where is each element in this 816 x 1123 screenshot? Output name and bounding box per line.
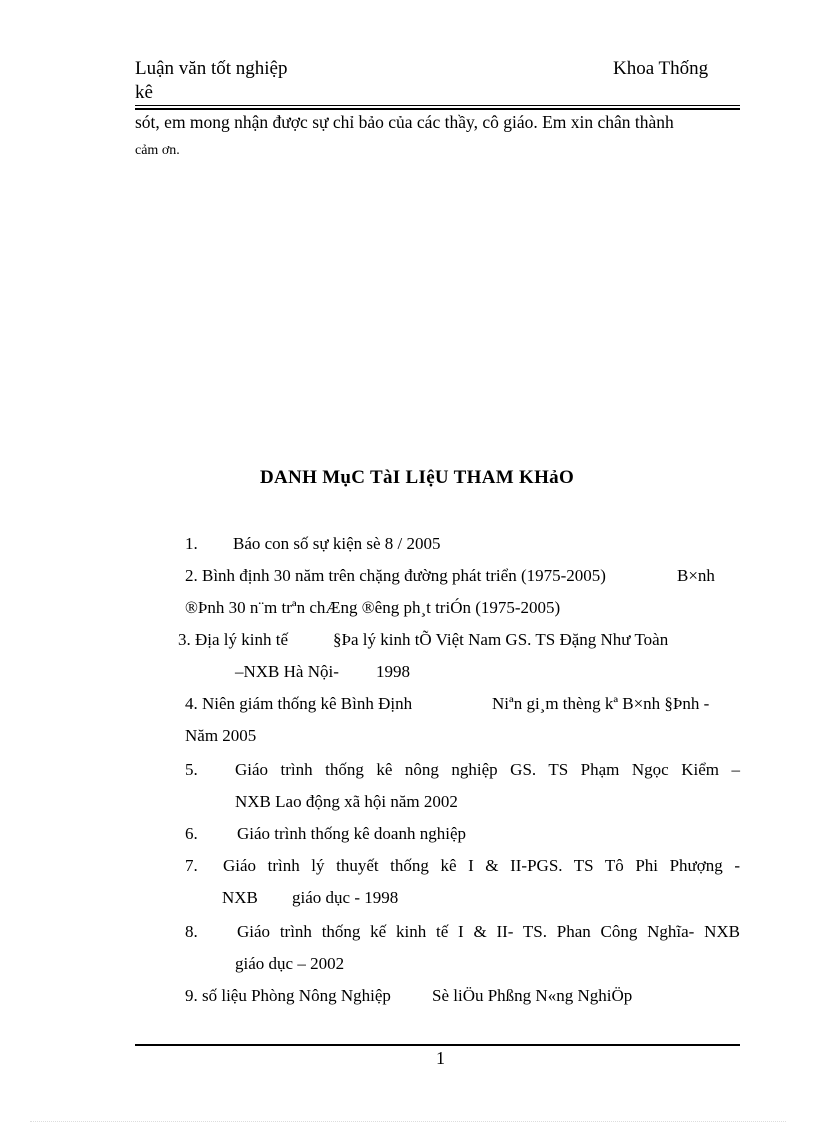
header-rule-bottom [135,108,740,110]
header-right-title: Khoa Thống [613,58,709,79]
intro-line-2: cảm ơn. [135,143,180,158]
ref-6-number: 6. [185,824,198,843]
footer-rule [135,1044,740,1046]
ref-5-text: Giáo trình thống kê nông nghiệp GS. TS Phạm Ngọc Kiểm – [235,760,740,779]
ref-4-garbled: Niªn gi¸m thèng kª B×nh §Þnh - [492,694,710,713]
ref-9-text: 9. số liệu Phòng Nông Nghiệp [185,986,391,1005]
ref-5-publisher: NXB Lao động xã hội năm 2002 [235,792,458,811]
ref-8-year: giáo dục – 2002 [235,954,345,973]
ref-3-publisher: –NXB Hà Nội- [235,662,339,681]
references-title: DANH MụC TàI LIệU THAM KHảO [260,467,575,488]
page-number: 1 [436,1048,445,1068]
ref-8-number: 8. [185,922,198,941]
ref-4-text: 4. Niên giám thống kê Bình Định [185,694,413,713]
ref-8-line [185,922,740,942]
ref-7-line [185,856,740,876]
ref-4-year: Năm 2005 [185,726,257,745]
ref-7-year: giáo dục - 1998 [292,888,399,907]
ref-2-garbled: B×nh [677,566,715,585]
ref-2-text: 2. Bình định 30 năm trên chặng đường phát triển (1975-2005) [185,566,606,585]
ref-3-year: 1998 [376,662,410,681]
ref-6-text: Giáo trình thống kê doanh nghiệp [237,824,466,843]
ref-5-line [185,760,740,780]
ref-7-text: Giáo trình lý thuyết thống kê I & II-PGS. TS Tô Phi Phượng - [223,856,740,875]
ref-7-publisher: NXB [222,888,258,907]
ref-3-detail: §Þa lý kinh tÕ Việt Nam GS. TS Đặng Như Toàn [333,630,669,649]
intro-line-1: sót, em mong nhận được sự chỉ bảo của các thầy, cô giáo. Em xin chân thành [135,112,674,132]
ref-1-text: Báo con số sự kiện sè 8 / 2005 [233,534,441,553]
ref-9-garbled: Sè liÖu Phßng N«ng NghiÖp [432,986,633,1005]
ref-7-number: 7. [185,856,198,875]
ref-2-garbled-line: ®Þnh 30 n¨m trªn chÆng ®êng ph¸t triÓn (1975-2005) [185,598,561,617]
header-left-title-wrap: kê [135,82,153,103]
ref-8-text: Giáo trình thống kế kinh tế I & II- TS. Phan Công Nghĩa- NXB [237,922,740,941]
page-bottom-dotted-edge [30,1121,786,1122]
header-rule-top [135,105,740,106]
header-left-title: Luận văn tốt nghiệp [135,58,288,79]
ref-5-number: 5. [185,760,198,779]
ref-1-number: 1. [185,534,198,553]
ref-3-text: 3. Địa lý kinh tế [178,630,289,649]
